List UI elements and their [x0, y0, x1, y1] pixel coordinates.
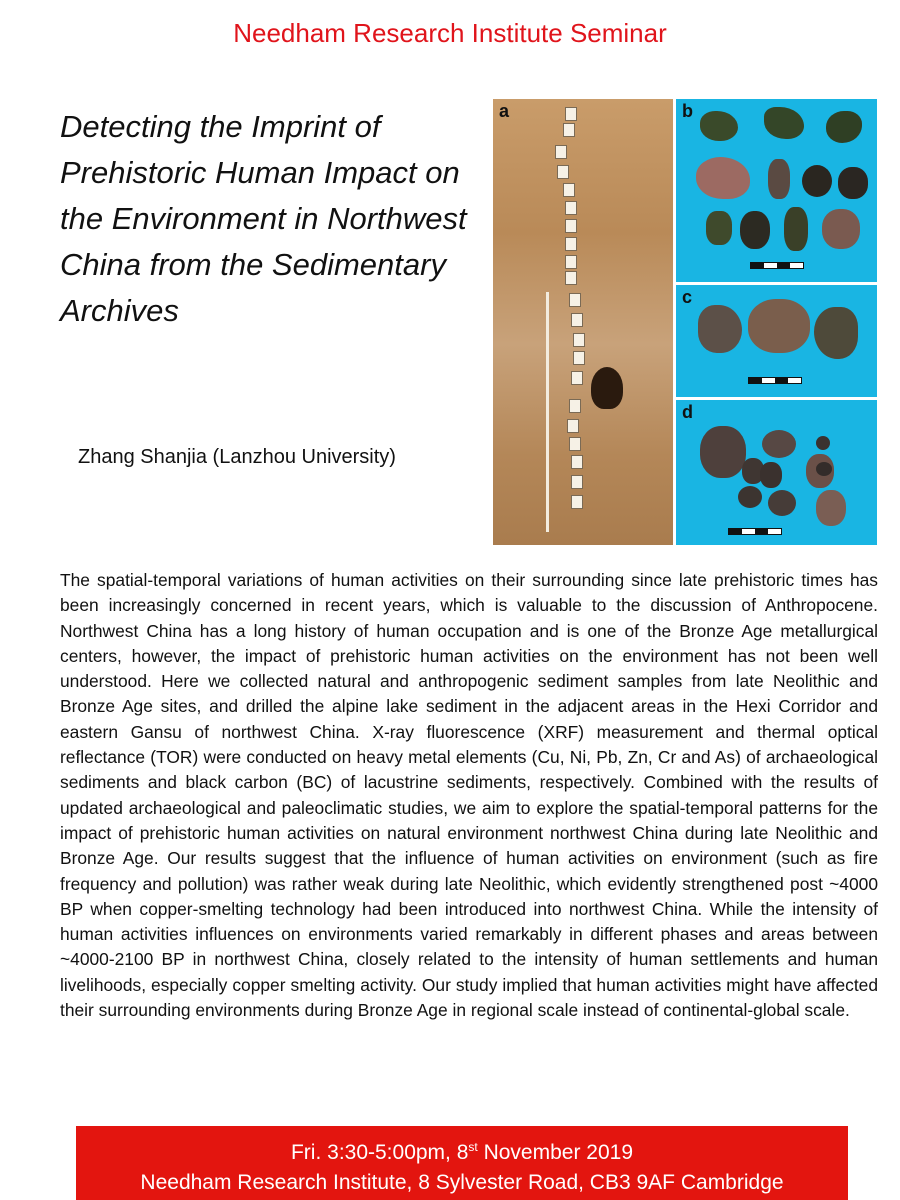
panel-label-d: d: [682, 402, 693, 422]
sample-tag: [569, 437, 581, 451]
rock-sample: [698, 305, 742, 353]
panel-label-a: a: [499, 101, 510, 121]
event-venue: Needham Research Institute, 8 Sylvester Road, CB3 9AF Cambridge: [140, 1171, 784, 1194]
speaker-name: Zhang Shanjia (Lanzhou University): [78, 446, 396, 468]
scale-bar: [728, 528, 782, 535]
sample-tag: [569, 293, 581, 307]
event-date-suffix: November 2019: [477, 1141, 634, 1164]
sample-tag: [571, 313, 583, 327]
sample-tag: [557, 165, 569, 179]
rock-sample: [764, 107, 804, 139]
sample-tag: [565, 237, 577, 251]
rock-sample: [700, 111, 738, 141]
measuring-pole: [546, 292, 549, 532]
sample-tag: [571, 455, 583, 469]
sample-tag: [567, 419, 579, 433]
sample-tag: [565, 107, 577, 121]
rock-sample: [760, 462, 782, 488]
sample-tag: [563, 123, 575, 137]
sample-tag: [565, 255, 577, 269]
figure-panel-d: [676, 400, 877, 545]
sample-tag: [571, 371, 583, 385]
seminar-header: Needham Research Institute Seminar: [233, 18, 667, 48]
rock-sample: [838, 167, 868, 199]
sample-tag: [555, 145, 567, 159]
rock-sample: [768, 490, 796, 516]
abstract-text: The spatial-temporal variations of human activities on their surrounding since late prehistoric times has been increasingly concerned in recent years, which is valuable to the discussion of Anthropocene. Northwest China has a long history of human occupation and is one of the Bronze Age metallurgical centers, however, the impact of prehistoric human activities on the environment has not been well understood. Here we collected natural and anthropogenic sediment samples from late Neolithic and Bronze Age sites, and drilled the alpine lake sediment in the adjacent areas in the Hexi Corridor and eastern Gansu of northwest China. X-ray fluorescence (XRF) measurement and thermal optical reflectance (TOR) were conducted on heavy metal elements (Cu, Ni, Pb, Zn, Cr and As) of archaeological sediments and black carbon (BC) of lacustrine sediments, respectively. Combined with the results of updated archaeological and paleoclimatic studies, we aim to explore the spatial-temporal patterns for the impact of prehistoric human activities on natural environment northwest China during late Neolithic and Bronze Age. Our results suggest that the influence of human activities on environment (such as fire frequency and pollution) was rather weak during late Neolithic, which evidently strengthened post ~4000 BP when copper-smelting technology had been introduced into northwest China. While the intensity of human activities influences on environments varied remarkably in different phases and areas between ~4000-2100 BP in northwest China, closely related to the intensity of human settlements and human livelihoods, especially copper smelting activity. Our study implied that human activities might have affected their surrounding environments during Bronze Age in regional scale instead of continental-global scale.: [60, 570, 878, 1021]
scale-bar: [748, 377, 802, 384]
rock-sample: [738, 486, 762, 508]
panel-label-b: b: [682, 101, 693, 121]
scale-bar: [750, 262, 804, 269]
rock-sample: [802, 165, 832, 197]
sample-tag: [565, 219, 577, 233]
rock-sample: [696, 157, 750, 199]
rock-sample: [826, 111, 862, 143]
rock-sample: [706, 211, 732, 245]
rock-sample: [762, 430, 796, 458]
sample-tag: [569, 399, 581, 413]
sample-tag: [571, 495, 583, 509]
rock-sample: [700, 426, 746, 478]
sample-tag: [571, 475, 583, 489]
sample-tag: [565, 201, 577, 215]
sample-tag: [573, 333, 585, 347]
rock-sample: [748, 299, 810, 353]
figure-image: [493, 99, 877, 545]
figure-panel-a: [493, 99, 673, 545]
rock-sample: [814, 307, 858, 359]
rock-sample: [768, 159, 790, 199]
rock-sample: [816, 490, 846, 526]
figure-panel-c: [676, 285, 877, 397]
rock-sample: [740, 211, 770, 249]
rock-sample: [822, 209, 860, 249]
panel-label-c: c: [682, 287, 693, 307]
event-details-banner: [76, 1126, 848, 1200]
burrow-hole: [591, 367, 623, 409]
rock-sample: [816, 462, 832, 476]
rock-sample: [816, 436, 830, 450]
event-date: [76, 1132, 848, 1168]
event-date-ordinal: st: [468, 1140, 478, 1154]
event-date-prefix: Fri. 3:30-5:00pm, 8: [290, 1141, 469, 1164]
talk-title: Detecting the Imprint of Prehistoric Human Impact on the Environment in Northwest China from the Sedimentary Archives: [60, 109, 467, 328]
figure-panel-b: [676, 99, 877, 282]
sample-tag: [573, 351, 585, 365]
sample-tag: [565, 271, 577, 285]
sample-tag: [563, 183, 575, 197]
rock-sample: [784, 207, 808, 251]
